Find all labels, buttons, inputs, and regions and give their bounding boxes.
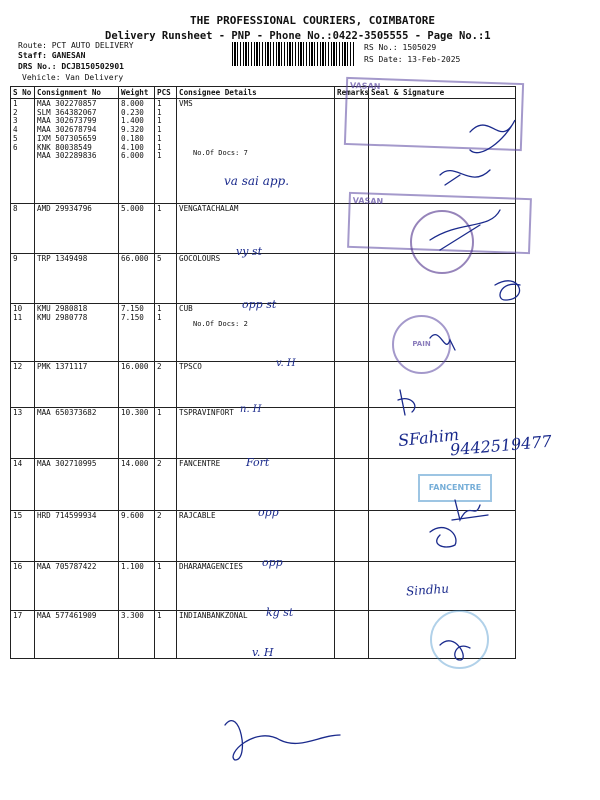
consignment-value: MAA 577461909 bbox=[37, 611, 97, 620]
pcs-value: 1 bbox=[157, 107, 162, 117]
consignment-value: TRP 1349498 bbox=[37, 254, 88, 263]
pcs-value: 1 bbox=[157, 562, 162, 571]
handwriting-row16: kg st bbox=[266, 606, 294, 619]
drs-label: DRS No.: DCJB150502901 bbox=[18, 62, 124, 71]
weight-value: 6.000 bbox=[121, 151, 144, 161]
consignment-value: MAA 302673799 bbox=[37, 116, 97, 126]
handwriting-row15: opp bbox=[262, 556, 283, 569]
consignment-value: MAA 302289836 bbox=[37, 151, 97, 161]
sno-value: 4 bbox=[13, 125, 18, 135]
sno-value: 9 bbox=[13, 254, 18, 263]
consignment-value: AMD 29934796 bbox=[37, 204, 92, 213]
pcs-value: 2 bbox=[157, 362, 162, 371]
weight-value: 8.000 bbox=[121, 99, 144, 108]
pcs-value: 1 bbox=[157, 204, 162, 213]
col-consignee: Consignee Details bbox=[177, 87, 335, 99]
col-pcs: PCS bbox=[155, 87, 177, 99]
weight-value: 10.300 bbox=[121, 408, 149, 417]
signature-row1b bbox=[440, 170, 490, 185]
sno-value: 1 bbox=[13, 99, 18, 108]
consignee-value: TPSCO bbox=[179, 362, 202, 371]
signature-row12 bbox=[398, 390, 415, 415]
staff-label: Staff: GANESAN bbox=[18, 51, 86, 60]
seal-stamp-4-text: FANCENTRE bbox=[428, 483, 482, 492]
consignee-value: DHARAMAGENCIES bbox=[179, 562, 244, 571]
col-consignment: Consignment No bbox=[35, 87, 119, 99]
rs-number: RS No.: 1505029 bbox=[364, 43, 437, 52]
consignment-value: MAA 302270857 bbox=[37, 99, 97, 108]
weight-value: 7.150 bbox=[121, 312, 144, 322]
sno-value: 10 bbox=[13, 304, 23, 313]
signature-row15 bbox=[430, 528, 456, 547]
consignment-value: MAA 302678794 bbox=[37, 125, 97, 135]
signature-row10 bbox=[430, 335, 455, 350]
weight-value: 0.180 bbox=[121, 133, 144, 143]
signature-bottom bbox=[225, 721, 340, 760]
signature-row14 bbox=[452, 500, 488, 520]
pcs-value: 1 bbox=[157, 408, 162, 417]
signature-row1 bbox=[470, 120, 515, 153]
weight-value: 5.000 bbox=[121, 204, 144, 213]
consignment-value: KMU 2980818 bbox=[37, 304, 88, 313]
sno-value: 2 bbox=[13, 107, 18, 117]
pcs-value: 1 bbox=[157, 99, 162, 108]
weight-value: 16.000 bbox=[121, 362, 149, 371]
col-remarks: Remarks bbox=[335, 87, 369, 99]
weight-value: 1.400 bbox=[121, 116, 144, 126]
sno-value: 6 bbox=[13, 142, 18, 152]
sno-value: 5 bbox=[13, 133, 18, 143]
consignment-value: PMK 1371117 bbox=[37, 362, 88, 371]
consignee-value: CUB bbox=[179, 304, 193, 313]
consignee-value: RAJCABLE bbox=[179, 511, 216, 520]
handwriting-name16: Sindhu bbox=[405, 581, 450, 599]
weight-value: 14.000 bbox=[121, 459, 149, 468]
handwriting-row10: v. H bbox=[276, 358, 296, 369]
handwriting-row9: opp st bbox=[242, 298, 277, 311]
col-sno: S No bbox=[11, 87, 35, 99]
signature-row8 bbox=[430, 210, 500, 250]
rs-date: RS Date: 13-Feb-2025 bbox=[364, 55, 461, 64]
company-title: THE PROFESSIONAL COURIERS, COIMBATORE bbox=[190, 14, 436, 27]
pcs-value: 5 bbox=[157, 254, 162, 263]
weight-value: 1.100 bbox=[121, 562, 144, 571]
pcs-value: 2 bbox=[157, 511, 162, 520]
seal-stamp-3-text: PAIN bbox=[412, 340, 431, 348]
pcs-value: 1 bbox=[157, 142, 162, 152]
weight-value: 9.320 bbox=[121, 125, 144, 135]
pcs-value: 1 bbox=[157, 312, 162, 322]
consignee-value: VENGATACHALAM bbox=[179, 204, 239, 213]
pcs-value: 1 bbox=[157, 125, 162, 135]
pcs-value: 1 bbox=[157, 304, 162, 313]
pcs-value: 1 bbox=[157, 116, 162, 126]
col-weight: Weight bbox=[119, 87, 155, 99]
seal-stamp-2-text: VASAN bbox=[352, 195, 384, 207]
sno-value: 16 bbox=[13, 562, 23, 571]
consignee-value: INDIANBANKZONAL bbox=[179, 611, 248, 620]
consignee-value: TSPRAVINFORT bbox=[179, 408, 234, 417]
consignment-value: MAA 705787422 bbox=[37, 562, 97, 571]
runsheet-title: Delivery Runsheet - PNP - Phone No.:0422-3505555 - Page No.:1 bbox=[105, 30, 491, 42]
consignment-value: IXM 507305659 bbox=[37, 133, 97, 143]
docs-count-note: No.Of Docs: 7 bbox=[193, 148, 248, 157]
handwriting-row1: va sai app. bbox=[224, 174, 290, 188]
handwriting-row14: opp bbox=[258, 506, 279, 519]
weight-value: 7.150 bbox=[121, 304, 144, 313]
vehicle-label: Vehicle: Van Delivery bbox=[22, 73, 124, 82]
weight-value: 66.000 bbox=[121, 254, 149, 263]
consignee-value: VMS bbox=[179, 99, 193, 108]
consignee-value: FANCENTRE bbox=[179, 459, 221, 468]
pcs-value: 1 bbox=[157, 151, 162, 161]
consignee-value: GOCOLOURS bbox=[179, 254, 221, 263]
consignment-value: SLM 364382067 bbox=[37, 107, 97, 117]
seal-stamp-1-text: VASAN bbox=[349, 81, 381, 92]
sno-value: 11 bbox=[13, 312, 23, 322]
sno-value: 3 bbox=[13, 116, 18, 126]
weight-value: 4.100 bbox=[121, 142, 144, 152]
signature-row17 bbox=[440, 641, 470, 660]
weight-value: 0.230 bbox=[121, 107, 144, 117]
col-seal: Seal & Signature bbox=[369, 87, 516, 99]
consignment-value: MAA 302710995 bbox=[37, 459, 97, 468]
consignment-value: HRD 714599934 bbox=[37, 511, 97, 520]
handwriting-row17: v. H bbox=[252, 646, 274, 659]
route-label: Route: PCT AUTO DELIVERY bbox=[18, 41, 134, 50]
consignment-value: KMU 2980778 bbox=[37, 312, 88, 322]
sno-value: 17 bbox=[13, 611, 23, 620]
sno-value: 14 bbox=[13, 459, 23, 468]
sno-value: 8 bbox=[13, 204, 18, 213]
pcs-value: 1 bbox=[157, 611, 162, 620]
handwriting-name13: SFahim bbox=[397, 424, 460, 451]
sno-value: 15 bbox=[13, 511, 23, 520]
handwriting-row13: Fort bbox=[246, 456, 270, 469]
pcs-value: 1 bbox=[157, 133, 162, 143]
consignment-value: MAA 650373682 bbox=[37, 408, 97, 417]
pcs-value: 2 bbox=[157, 459, 162, 468]
handwriting-row8: vy st bbox=[236, 245, 262, 258]
weight-value: 3.300 bbox=[121, 611, 144, 620]
handwriting-phone: 9442519477 bbox=[449, 431, 553, 460]
sno-value: 13 bbox=[13, 408, 23, 417]
consignment-value: KNK 80038549 bbox=[37, 142, 92, 152]
signature-row9 bbox=[495, 281, 520, 300]
weight-value: 9.600 bbox=[121, 511, 144, 520]
docs-count-note: No.Of Docs: 2 bbox=[193, 319, 248, 328]
sno-value: 12 bbox=[13, 362, 23, 371]
handwriting-row12: n. H bbox=[240, 404, 262, 415]
